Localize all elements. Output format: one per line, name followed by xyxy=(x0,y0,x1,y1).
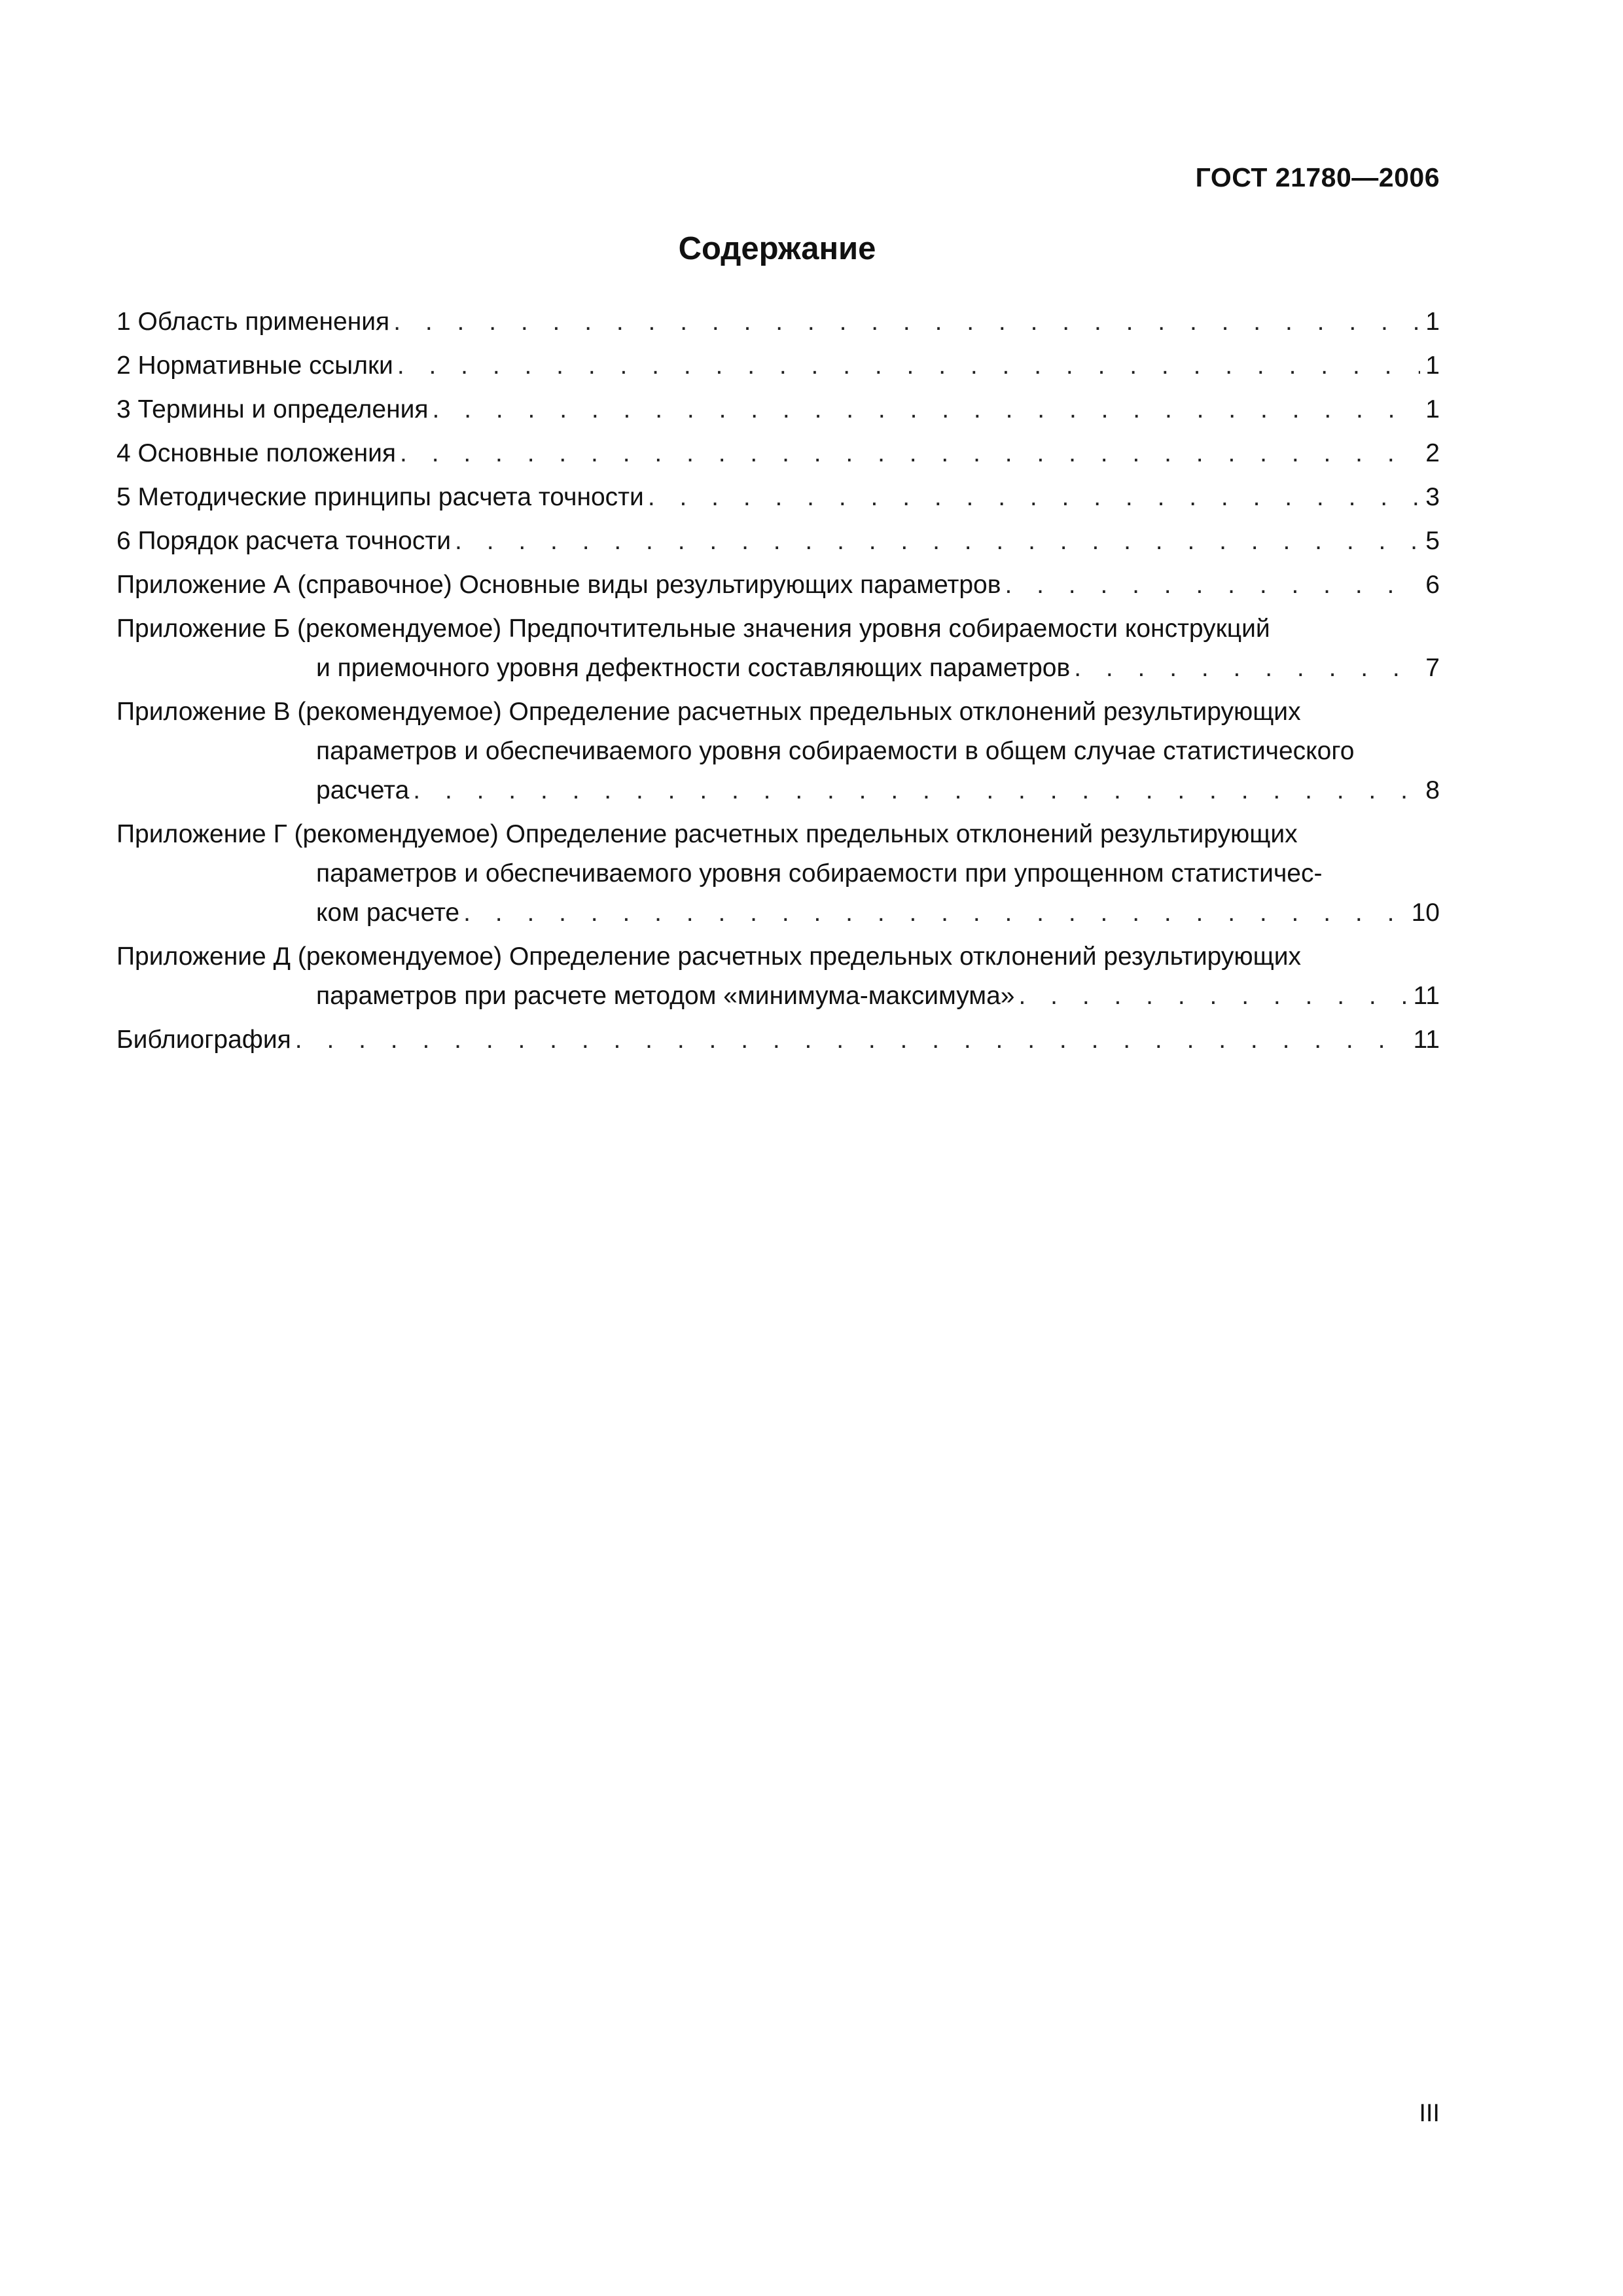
toc-entry[interactable] xyxy=(116,522,1440,561)
toc-entry-text: Приложение Г (рекомендуемое) Определение расчетных предельных отклонений результирующих xyxy=(116,815,1302,854)
toc-entry-line xyxy=(116,937,1440,977)
toc-page-number: 10 xyxy=(1411,899,1440,927)
toc-entry-line xyxy=(116,478,1440,517)
toc-entry[interactable] xyxy=(116,692,1440,810)
toc-entry-text: расчета xyxy=(316,771,413,810)
toc-entry[interactable] xyxy=(116,815,1440,933)
document-code: ГОСТ 21780—2006 xyxy=(1195,162,1440,192)
toc-leader-dots xyxy=(400,434,1420,473)
toc-entry[interactable] xyxy=(116,937,1440,1016)
toc-entry-line xyxy=(116,522,1440,561)
toc-entry[interactable] xyxy=(116,434,1440,473)
toc-title: Содержание xyxy=(678,231,876,266)
toc-page-number: 8 xyxy=(1425,776,1440,804)
toc-entry-text: 4 Основные положения xyxy=(116,434,400,473)
toc-entry-line xyxy=(116,854,1440,893)
toc-leader-dots xyxy=(433,390,1420,429)
toc-entry-line xyxy=(116,434,1440,473)
toc-page-number: 5 xyxy=(1425,527,1440,555)
toc-entry-line xyxy=(116,565,1440,605)
toc-entry[interactable] xyxy=(116,302,1440,342)
toc-page-number: 1 xyxy=(1425,308,1440,336)
toc-leader-dots xyxy=(397,346,1420,386)
toc-page-number: 2 xyxy=(1425,439,1440,467)
toc-entry-text: Приложение А (справочное) Основные виды результирующих параметров xyxy=(116,565,1005,605)
toc-page-number: 11 xyxy=(1413,1026,1440,1054)
toc-page-number: 11 xyxy=(1413,982,1440,1010)
toc-entry-line xyxy=(116,302,1440,342)
toc-entry-text: Приложение Д (рекомендуемое) Определение расчетных предельных отклонений результирующих xyxy=(116,937,1305,977)
toc-page-number: 1 xyxy=(1425,351,1440,380)
toc-entry-text: параметров и обеспечиваемого уровня собираемости в общем случае статистического xyxy=(316,732,1358,771)
toc-leader-dots xyxy=(648,478,1420,517)
toc-entry-line xyxy=(116,692,1440,732)
toc-leader-dots xyxy=(455,522,1420,561)
toc-page-number: 1 xyxy=(1425,395,1440,423)
toc-leader-dots xyxy=(413,771,1420,810)
toc-entry-text: параметров и обеспечиваемого уровня собираемости при упрощенном статистичес- xyxy=(316,854,1326,893)
toc-entry-line xyxy=(116,893,1440,933)
toc-leader-dots xyxy=(1005,565,1420,605)
toc-entry-text: 2 Нормативные ссылки xyxy=(116,346,397,386)
toc-entry-text: 1 Область применения xyxy=(116,302,393,342)
toc-entry[interactable] xyxy=(116,346,1440,386)
toc-entry[interactable] xyxy=(116,1020,1440,1060)
toc-leader-dots xyxy=(463,893,1409,933)
page-number: III xyxy=(1419,2100,1440,2127)
toc-entry-text: Приложение В (рекомендуемое) Определение расчетных предельных отклонений результирующих xyxy=(116,692,1305,732)
toc-entry-text: и приемочного уровня дефектности составляющих параметров xyxy=(316,649,1074,688)
toc-entry-text: Библиография xyxy=(116,1020,295,1060)
toc-entry[interactable] xyxy=(116,609,1440,688)
toc-leader-dots xyxy=(295,1020,1411,1060)
toc-entry-line xyxy=(116,649,1440,688)
toc-entry-text: ком расчете xyxy=(316,893,463,933)
toc-entry-line xyxy=(116,346,1440,386)
toc-entry-line xyxy=(116,977,1440,1016)
toc-page-number: 3 xyxy=(1425,483,1440,511)
toc-entry-line xyxy=(116,771,1440,810)
toc-entry-line xyxy=(116,390,1440,429)
toc-leader-dots xyxy=(1074,649,1420,688)
toc-entry-text: 5 Методические принципы расчета точности xyxy=(116,478,648,517)
toc-entry[interactable] xyxy=(116,478,1440,517)
toc-page-number: 7 xyxy=(1425,654,1440,682)
toc-entry-text: 3 Термины и определения xyxy=(116,390,433,429)
toc-entry-text: параметров при расчете методом «минимума-максимума» xyxy=(316,977,1019,1016)
toc-entry-line xyxy=(116,815,1440,854)
toc-leader-dots xyxy=(1019,977,1411,1016)
toc-entry[interactable] xyxy=(116,565,1440,605)
toc-entry[interactable] xyxy=(116,390,1440,429)
toc-page-number: 6 xyxy=(1425,571,1440,599)
toc-entry-text: Приложение Б (рекомендуемое) Предпочтительные значения уровня собираемости конструкций xyxy=(116,609,1274,649)
toc-entry-text: 6 Порядок расчета точности xyxy=(116,522,455,561)
table-of-contents xyxy=(116,302,1440,1064)
toc-entry-line xyxy=(116,732,1440,771)
toc-entry-line xyxy=(116,609,1440,649)
toc-entry-line xyxy=(116,1020,1440,1060)
toc-leader-dots xyxy=(393,302,1420,342)
